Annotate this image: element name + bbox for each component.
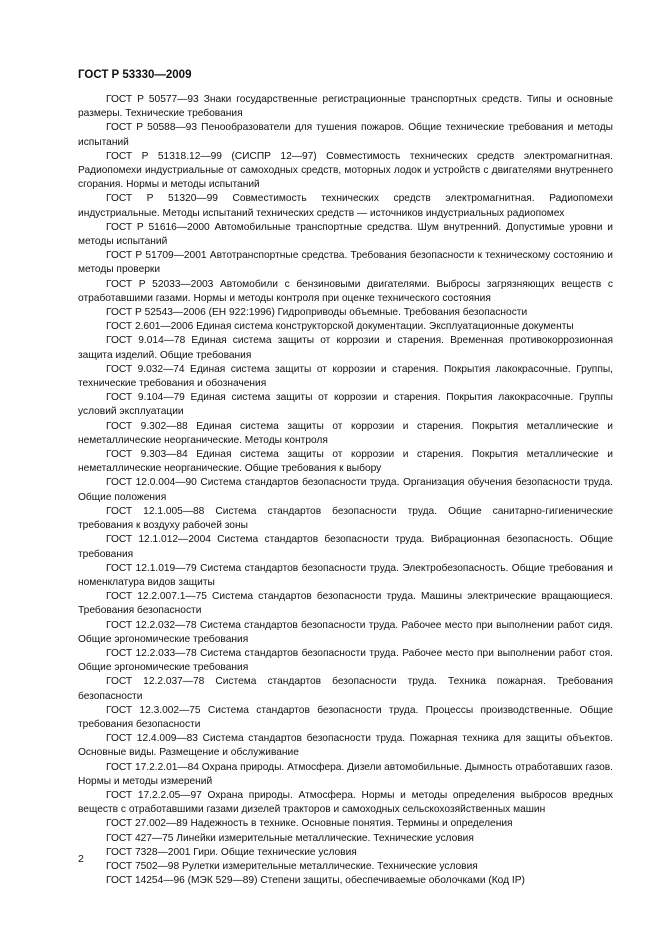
- reference-item: ГОСТ 2.601—2006 Единая система конструкторской документации. Эксплуатационные документы: [106, 321, 574, 333]
- reference-item: ГОСТ Р 52033—2003 Автомобили с бензиновыми двигателями. Выбросы загрязняющих веществ с отработавшими газами. Нормы и методы контроля при оценке технического состояния: [78, 278, 613, 304]
- page-number: 2: [78, 853, 84, 865]
- reference-item: ГОСТ 12.4.009—83 Система стандартов безопасности труда. Пожарная техника для защиты объектов. Основные виды. Размещение и обслуживание: [78, 733, 613, 759]
- reference-item: ГОСТ 427—75 Линейки измерительные металлические. Технические условия: [106, 832, 474, 844]
- reference-item: ГОСТ 12.3.002—75 Система стандартов безопасности труда. Процессы производственные. Общие требования безопасности: [78, 704, 613, 730]
- reference-item: ГОСТ 27.002—89 Надежность в технике. Основные понятия. Термины и определения: [106, 818, 513, 830]
- reference-item: ГОСТ 7328—2001 Гири. Общие технические условия: [106, 846, 357, 858]
- reference-item: ГОСТ 14254—96 (МЭК 529—89) Степени защиты, обеспечиваемые оболочками (Код IP): [106, 875, 525, 887]
- reference-item: ГОСТ 17.2.2.05—97 Охрана природы. Атмосфера. Нормы и методы определения выбросов вредных веществ с отработавшими газами дизелей тракторов и самоходных сельскохозяйственных машин: [78, 789, 613, 816]
- reference-item: ГОСТ Р 51709—2001 Автотранспортные средства. Требования безопасности к техническому состоянию и методы проверки: [78, 250, 613, 276]
- reference-list: [78, 93, 613, 888]
- reference-item: ГОСТ 12.1.012—2004 Система стандартов безопасности труда. Вибрационная безопасность. Общие требования: [78, 534, 613, 560]
- reference-item: ГОСТ 9.104—79 Единая система защиты от коррозии и старения. Покрытия лакокрасочные. Группы условий эксплуатации: [78, 392, 613, 418]
- reference-item: ГОСТ 12.2.037—78 Система стандартов безопасности труда. Техника пожарная. Требования безопасности: [78, 676, 613, 702]
- reference-item: ГОСТ 9.303—84 Единая система защиты от коррозии и старения. Покрытия металлические и неметаллические неорганические. Общие требования к выбору: [78, 449, 613, 475]
- reference-item: ГОСТ Р 51320—99 Совместимость технических средств электромагнитная. Радиопомехи индустриальные. Методы испытаний технических средств — источников индустриальных радиопомех: [78, 193, 613, 219]
- reference-item: ГОСТ Р 52543—2006 (ЕН 922:1996) Гидроприводы объемные. Требования безопасности: [106, 307, 528, 319]
- reference-item: ГОСТ 9.032—74 Единая система защиты от коррозии и старения. Покрытия лакокрасочные. Группы, технические требования и обозначения: [78, 363, 613, 390]
- reference-item: ГОСТ Р 50577—93 Знаки государственные регистрационные транспортных средств. Типы и основные размеры. Технические требования: [78, 94, 613, 120]
- reference-item: ГОСТ 12.2.033—78 Система стандартов безопасности труда. Рабочее место при выполнении работ стоя. Общие эргономические требования: [78, 647, 613, 674]
- reference-item: ГОСТ 12.1.019—79 Система стандартов безопасности труда. Электробезопасность. Общие требования и номенклатура видов защиты: [78, 562, 613, 588]
- reference-item: ГОСТ Р 50588—93 Пенообразователи для тушения пожаров. Общие технические требования и методы испытаний: [78, 122, 613, 148]
- reference-item: ГОСТ 9.302—88 Единая система защиты от коррозии и старения. Покрытия металлические и неметаллические неорганические. Методы контроля: [78, 420, 613, 446]
- reference-item: ГОСТ 12.0.004—90 Система стандартов безопасности труда. Организация обучения безопасности труда. Общие положения: [78, 477, 613, 503]
- reference-item: ГОСТ 12.2.032—78 Система стандартов безопасности труда. Рабочее место при выполнении работ сидя. Общие эргономические требования: [78, 619, 613, 645]
- reference-item: ГОСТ 17.2.2.01—84 Охрана природы. Атмосфера. Дизели автомобильные. Дымность отработавших газов. Нормы и методы измерений: [78, 761, 613, 787]
- reference-item: ГОСТ 9.014—78 Единая система защиты от коррозии и старения. Временная противокоррозионная защита изделий. Общие требования: [78, 335, 613, 361]
- reference-item: ГОСТ Р 51616—2000 Автомобильные транспортные средства. Шум внутренний. Допустимые уровни и методы испытаний: [78, 221, 613, 248]
- reference-item: ГОСТ Р 51318.12—99 (СИСПР 12—97) Совместимость технических средств электромагнитная. Радиопомехи индустриальные от самоходных средств, моторных лодок и устройств с двигателями внутреннего сгорания. Нормы и методы испытаний: [78, 150, 613, 191]
- document-header: ГОСТ Р 53330—2009: [78, 69, 192, 81]
- reference-item: ГОСТ 12.2.007.1—75 Система стандартов безопасности труда. Машины электрические вращающиеся. Требования безопасности: [78, 591, 613, 617]
- reference-item: ГОСТ 7502—98 Рулетки измерительные металлические. Технические условия: [106, 860, 478, 872]
- reference-item: ГОСТ 12.1.005—88 Система стандартов безопасности труда. Общие санитарно-гигиенические требования к воздуху рабочей зоны: [78, 505, 613, 532]
